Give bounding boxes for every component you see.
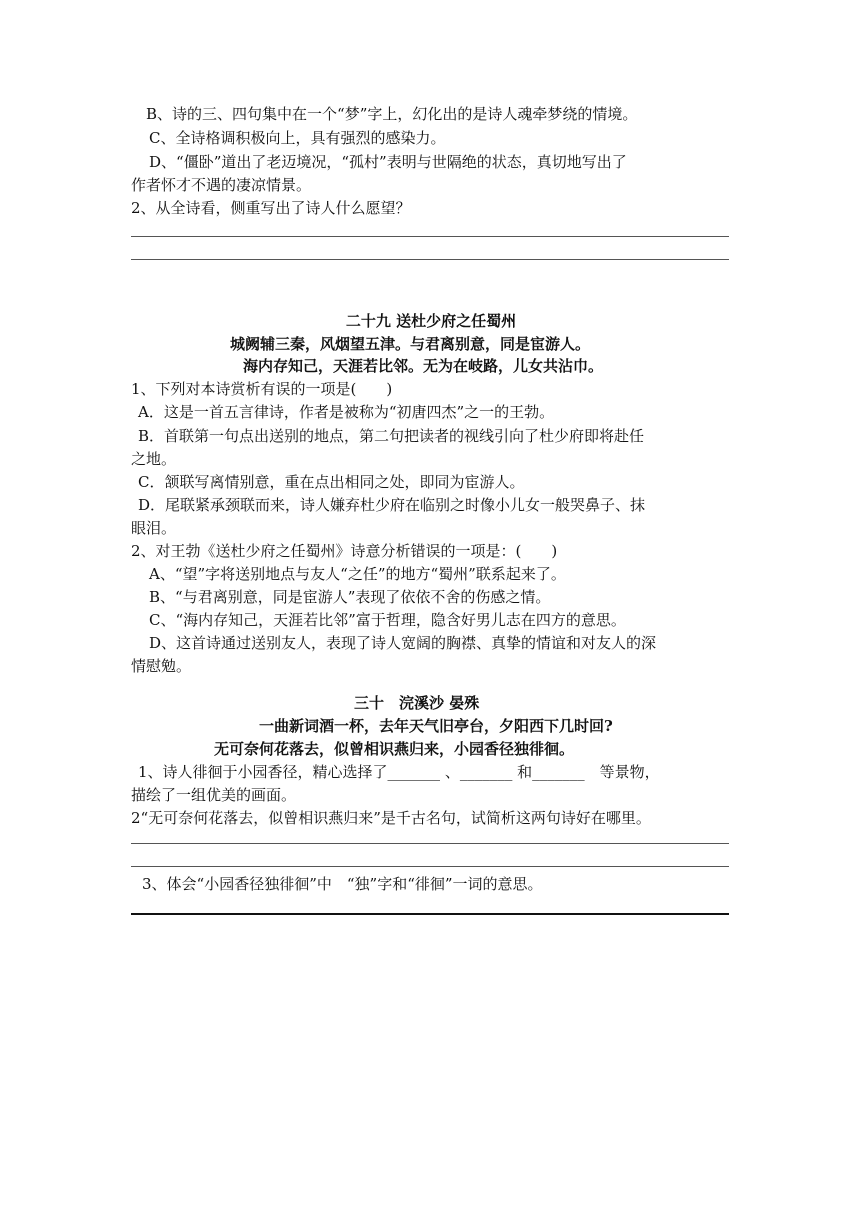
q1-option-d-line2: 作者怀才不遇的凄凉情景。 (131, 176, 312, 194)
option-d-line2: 眼泪。 (131, 519, 177, 537)
poem-line: 一曲新词酒一杯，去年天气旧亭台，夕阳西下几时回? (259, 717, 613, 735)
question-2: 2、对王勃《送杜少府之任蜀州》诗意分析错误的一项是：( ) (131, 542, 558, 560)
answer-line (131, 843, 729, 844)
poem-line: 无可奈何花落去，似曾相识燕归来，小园香径独徘徊。 (214, 740, 575, 758)
option-b-line2: 之地。 (131, 450, 177, 468)
question-1-line1: 1、诗人徘徊于小园香径，精心选择了_______ 、_______ 和_______ 等景物， (138, 763, 660, 781)
question-1-line2: 描绘了一组优美的画面。 (131, 786, 297, 804)
answer-line-bold (131, 913, 729, 915)
option-d-line1: D、这首诗通过送别友人，表现了诗人宽阔的胸襟、真挚的情谊和对友人的深 (149, 634, 657, 652)
q1-option-c: C、全诗格调积极向上，具有强烈的感染力。 (149, 129, 446, 147)
section-title: 三十 浣溪沙 晏殊 (354, 694, 480, 712)
poem-line: 城阙辅三秦，风烟望五津。与君离别意，同是宦游人。 (230, 335, 591, 353)
q1-option-b: B、诗的三、四句集中在一个“梦”字上，幻化出的是诗人魂牵梦绕的情境。 (146, 105, 638, 123)
option-d-line2: 情慰勉。 (131, 657, 192, 675)
option-b: B、“与君离别意，同是宦游人”表现了依依不舍的伤感之情。 (149, 588, 551, 606)
q1-option-d-line1: D、“僵卧”道出了老迈境况，“孤村”表明与世隔绝的状态，真切地写出了 (149, 153, 627, 171)
question-1: 1、下列对本诗赏析有误的一项是( ) (131, 380, 393, 398)
question-2: 2“无可奈何花落去，似曾相识燕归来”是千古名句，试简析这两句诗好在哪里。 (131, 809, 651, 827)
poem-line: 海内存知己，天涯若比邻。无为在岐路，儿女共沾巾。 (243, 357, 604, 375)
question-3: 3、体会“小园香径独徘徊”中 “独”字和“徘徊”一词的意思。 (142, 875, 543, 893)
option-c: C．颔联写离情别意，重在点出相同之处，即同为宦游人。 (138, 473, 525, 491)
option-a: A．这是一首五言律诗，作者是被称为“初唐四杰”之一的王勃。 (138, 403, 555, 421)
option-a: A、“望”字将送别地点与友人“之任”的地方“蜀州”联系起来了。 (149, 565, 566, 583)
answer-line (131, 866, 729, 867)
option-d-line1: D．尾联紧承颈联而来，诗人嫌弃杜少府在临别之时像小儿女一般哭鼻子、抹 (138, 496, 646, 514)
section-title: 二十九 送杜少府之任蜀州 (345, 312, 517, 330)
answer-line (131, 259, 729, 260)
option-c: C、“海内存知己，天涯若比邻”富于哲理，隐含好男儿志在四方的意思。 (149, 611, 626, 629)
option-b-line1: B．首联第一句点出送别的地点，第二句把读者的视线引向了杜少府即将赴任 (138, 427, 645, 445)
q2-question: 2、从全诗看，侧重写出了诗人什么愿望？ (131, 199, 411, 217)
answer-line (131, 236, 729, 237)
